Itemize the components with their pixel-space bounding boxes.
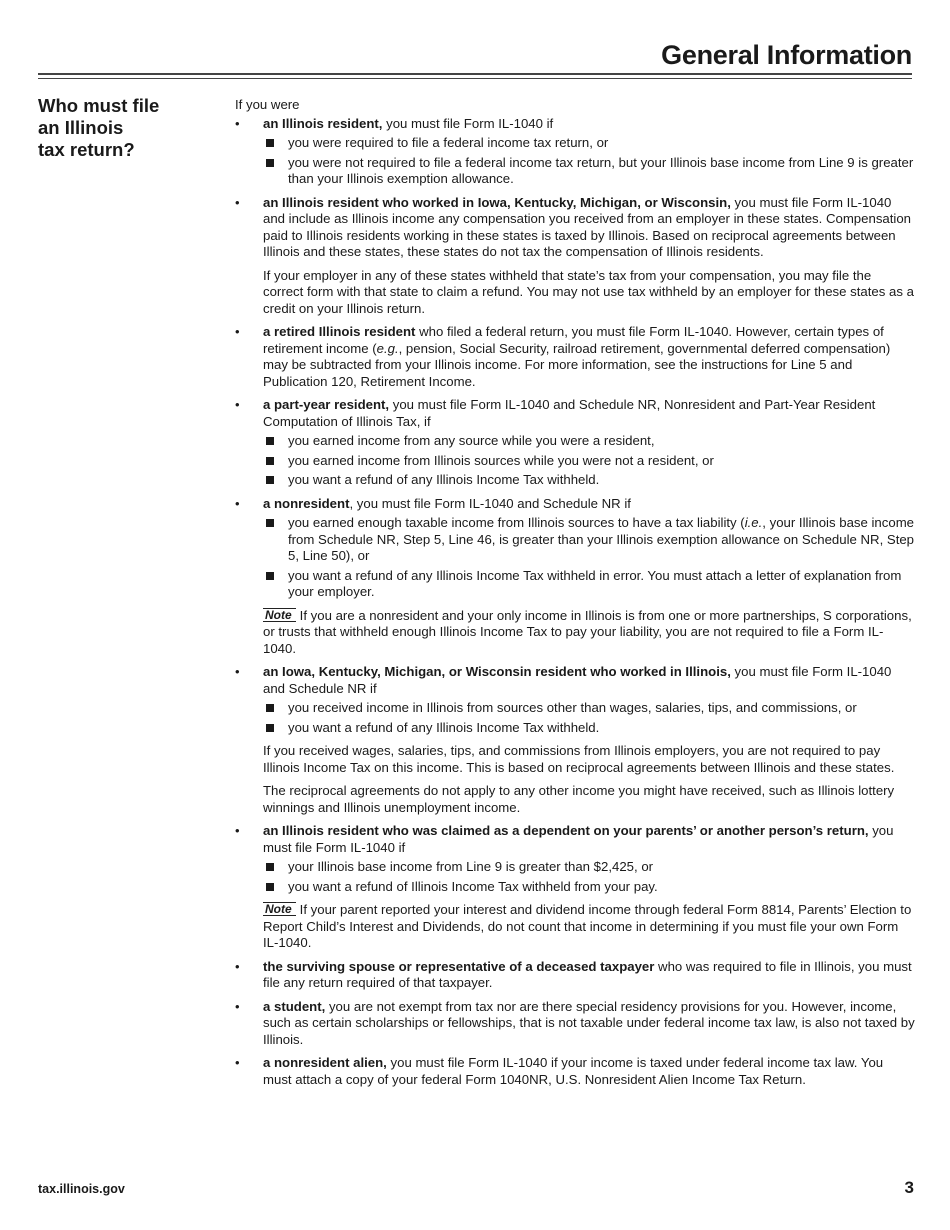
section-heading-line: Who must file xyxy=(38,95,160,116)
sub-item: you want a refund of any Illinois Income Tax withheld in error. You must attach a letter of explanation from your employer. xyxy=(263,568,915,601)
note-icon: Note xyxy=(263,902,296,916)
square-bullet-icon xyxy=(266,572,274,580)
header-rule-thin xyxy=(38,78,912,79)
sub-item: you want a refund of any Illinois Income Tax withheld. xyxy=(263,720,915,737)
bullet: • xyxy=(235,495,240,511)
square-bullet-icon xyxy=(266,863,274,871)
square-bullet-icon xyxy=(266,159,274,167)
sub-item: you received income in Illinois from sources other than wages, salaries, tips, and commissions, or xyxy=(263,700,915,717)
header-rule-thick xyxy=(38,73,912,75)
square-bullet-icon xyxy=(266,724,274,732)
paragraph: If your employer in any of these states withheld that state’s tax from your compensation, you may file the correct form with that state to claim a refund. You may not use tax withheld by an employer for these states as a credit on your Illinois return. xyxy=(263,267,914,316)
bullet: • xyxy=(235,958,240,974)
square-bullet-icon xyxy=(266,883,274,891)
bullet: • xyxy=(235,194,240,210)
section-heading-line: an Illinois xyxy=(38,117,124,138)
sub-item: you want a refund of any Illinois Income Tax withheld. xyxy=(263,472,915,489)
main-content xyxy=(235,97,915,1095)
sub-item: you were required to file a federal income tax return, or xyxy=(263,135,915,152)
list-item-worked-in-reciprocal-states: • an Illinois resident who worked in Iowa, Kentucky, Michigan, or Wisconsin, you must file Form IL-1040 and include as Illinois income any compensation you received from an employer in these states. Compensation paid to Illinois residents working in these states is taxed by Illinois. Based on reciprocal agreements between Illinois and these states, these states do not tax the compensation of Illinois residents. If your employer in any of these states withheld that state’s tax from your compensation, you may file the correct form with that state to claim a refund. You may not use tax withheld by an employer for these states as a credit on your Illinois return. xyxy=(235,194,914,316)
sub-item: you earned enough taxable income from Illinois sources to have a tax liability (i.e., your Illinois base income from Schedule NR, Step 5, Line 46, is greater than your Illinois exemption allowance on Schedule NR, Step 5, Line 50), or xyxy=(263,515,915,565)
list-item-part-year-resident: • a part-year resident, you must file Form IL-1040 and Schedule NR, Nonresident and Part-Year Resident Computation of Illinois Tax, if you earned income from any source while you were a resident, you earned income from Illinois sources while you were not a resident, or you want a refund of any Illinois Income Tax withheld. xyxy=(235,397,915,489)
square-bullet-icon xyxy=(266,519,274,527)
section-heading xyxy=(38,95,198,161)
bullet: • xyxy=(235,397,240,412)
list-item-student: • a student, you are not exempt from tax nor are there special residency provisions for you. However, income, such as certain scholarships or fellowships, that is not taxable under federal income tax law, is also not taxed by Illinois. xyxy=(235,998,915,1047)
sub-item: you earned income from any source while you were a resident, xyxy=(263,433,915,450)
sub-item: you want a refund of Illinois Income Tax withheld from your pay. xyxy=(263,879,915,896)
list-item-illinois-resident: • an Illinois resident, you must file Form IL-1040 if you were required to file a federal income tax return, or you were not required to file a federal income tax return, but your Illinois base income from Line 9 is greater than your Illinois exemption allowance. xyxy=(235,115,914,186)
section-heading-line: tax return? xyxy=(38,139,135,160)
note-paragraph: Note If you are a nonresident and your only income in Illinois is from one or more partnerships, S corporations, or trusts that withheld enough Illinois Income Tax to pay your liability, you are not required to file a Form IL-1040. xyxy=(263,607,912,656)
list-item-retired-resident: • a retired Illinois resident who filed a federal return, you must file Form IL-1040. However, certain types of retirement income (e.g., pension, Social Security, railroad retirement, governmental deferred compensation) may be subtracted from your Illinois income. For more information, see the instructions for Line 5 and Publication 120, Retirement Income. xyxy=(235,324,891,389)
list-item-nonresident-alien: • a nonresident alien, you must file Form IL-1040 if your income is taxed under federal income tax law. You must attach a copy of your federal Form 1040NR, U.S. Nonresident Alien Income Tax Return. xyxy=(235,1055,884,1087)
page-number: 3 xyxy=(904,1178,914,1197)
sub-item: you earned income from Illinois sources while you were not a resident, or xyxy=(263,453,915,470)
square-bullet-icon xyxy=(266,139,274,147)
page-title: General Information xyxy=(661,40,912,70)
note-icon: Note xyxy=(263,608,296,622)
paragraph: If you received wages, salaries, tips, and commissions from Illinois employers, you are not required to pay Illinois Income Tax on this income. This is based on reciprocal agreements between Illinois and these states. xyxy=(263,743,895,775)
square-bullet-icon xyxy=(266,476,274,484)
list-item-dependent: • an Illinois resident who was claimed as a dependent on your parents’ or another person’s return, you must file Form IL-1040 if your Illinois base income from Line 9 is greater than $2,425, or you want a refund of Illinois Income Tax withheld from your pay. Note If your parent reported your interest and dividend income through federal Form 8814, Parents’ Election to Report Child’s Interest and Dividends, do not count that income in determining if you must file your own Form IL-1040. xyxy=(235,823,915,952)
sub-item: your Illinois base income from Line 9 is greater than $2,425, or xyxy=(263,859,915,876)
bullet: • xyxy=(235,823,240,838)
bullet: • xyxy=(235,664,240,679)
square-bullet-icon xyxy=(266,704,274,712)
bullet: • xyxy=(235,324,240,339)
note-paragraph: Note If your parent reported your interest and dividend income through federal Form 8814, Parents’ Election to Report Child’s Interest and Dividends, do not count that income in determining if you must file your own Form IL-1040. xyxy=(263,902,912,950)
list-item-reciprocal-resident: • an Iowa, Kentucky, Michigan, or Wisconsin resident who worked in Illinois, you must file Form IL-1040 and Schedule NR if you received income in Illinois from sources other than wages, salaries, tips, and commissions, or you want a refund of any Illinois Income Tax withheld. If you received wages, salaries, tips, and commissions from Illinois employers, you are not required to pay Illinois Income Tax on this income. This is based on reciprocal agreements between Illinois and these states. The reciprocal agreements do not apply to any other income you might have received, such as Illinois lottery winnings and Illinois unemployment income. xyxy=(235,664,915,816)
sub-item: you were not required to file a federal income tax return, but your Illinois base income from Line 9 is greater than your Illinois exemption allowance. xyxy=(263,155,915,188)
paragraph: The reciprocal agreements do not apply to any other income you might have received, such as Illinois lottery winnings and Illinois unemployment income. xyxy=(263,783,895,815)
footer-url: tax.illinois.gov xyxy=(38,1182,125,1196)
square-bullet-icon xyxy=(266,437,274,445)
bullet: • xyxy=(235,115,240,131)
list-item-nonresident: • a nonresident, you must file Form IL-1040 and Schedule NR if you earned enough taxable income from Illinois sources to have a tax liability (i.e., your Illinois base income from Schedule NR, Step 5, Line 46, is greater than your Illinois exemption allowance on Schedule NR, Step 5, Line 50), or you want a refund of any Illinois Income Tax withheld in error. You must attach a letter of explanation from your employer. Note If you are a nonresident and your only income in Illinois is from one or more partnerships, S corporations, or trusts that withheld enough Illinois Income Tax to pay your liability, you are not required to file a Form IL-1040. xyxy=(235,495,915,656)
bullet: • xyxy=(235,998,240,1014)
list-item-surviving-spouse: • the surviving spouse or representative of a deceased taxpayer who was required to file in Illinois, you must file any return required of that taxpayer. xyxy=(235,958,912,990)
square-bullet-icon xyxy=(266,457,274,465)
bullet: • xyxy=(235,1055,240,1070)
intro-text: If you were xyxy=(235,97,300,112)
